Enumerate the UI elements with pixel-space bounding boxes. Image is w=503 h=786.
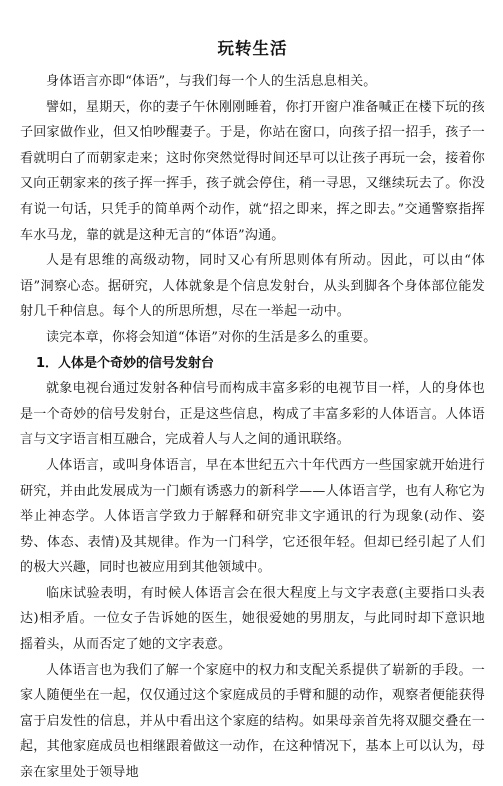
section-heading: 1．人体是个奇妙的信号发射台 (36, 355, 215, 371)
paragraph: 譬如，星期天，你的妻子午休刚刚睡着，你打开窗户准备喊正在楼下玩的孩子回家做作业，但又怕吵醒妻子。于是，你站在窗口，向孩子招一招手，孩子一看就明白了而朝家走来；这时你突然觉得时间还早可以让孩子再玩一会，接着你又向正朝家来的孩子挥一挥手，孩子就会停住，稍一寻思，又继续玩去了。你没有说一句话，只凭手的简单两个动作，就“招之即来，挥之即去。”交通警察指挥车水马龙，靠的就是这种无言的“体语”沟通。 (20, 99, 485, 243)
paragraph: 身体语言亦即“体语”，与我们每一个人的生活息息相关。 (46, 74, 377, 89)
paragraph: 人体语言，或叫身体语言，早在本世纪五六十年代西方一些国家就开始进行研究，并由此发展成为一门颇有诱惑力的新科学——人体语言学，也有人称它为举止神态学。人体语言学致力于解释和研究非文字通讯的行为现象(动作、姿势、体态、表情)及其规律。作为一门科学，它还很年轻。但却已经引起了人们的极大兴趣，同时也被应用到其他领域中。 (20, 457, 485, 576)
paragraph: 读完本章，你将会知道“体语”对你的生活是多么的重要。 (46, 329, 377, 345)
paragraph: 就象电视台通过发射各种信号而构成丰富多彩的电视节目一样，人的身体也是一个奇妙的信号发射台，正是这些信息，构成了丰富多彩的人体语言。人体语言与文字语言相互融合，完成着人与人之间的通讯联络。 (20, 381, 485, 448)
document-title: 玩转生活 (217, 39, 288, 58)
paragraph: 人体语言也为我们了解一个家庭中的权力和支配关系提供了崭新的手段。一家人随便坐在一起，仅仅通过这个家庭成员的手臂和腿的动作，观察者便能获得富于启发性的信息，并从中看出这个家庭的结构。如果母亲首先将双腿交叠在一起，其他家庭成员也相继跟着做这一动作，在这种情况下，基本上可以认为，母亲在家里处于领导地 (20, 662, 485, 781)
paragraph: 人是有思维的高级动物，同时又心有所思则体有所动。因此，可以由“体语”洞察心态。据研究，人体就象是个信息发射台，从头到脚各个身体部位能发射几千种信息。每个人的所思所想，尽在一举起一动中。 (20, 253, 485, 320)
paragraph: 临床试验表明，有时候人体语言会在很大程度上与文字表意(主要指口头表达)相矛盾。一位女子告诉她的医生，她很爱她的男朋友，与此同时却下意识地摇着头，从而否定了她的文字表意。 (20, 585, 485, 653)
document-page (20, 36, 485, 786)
